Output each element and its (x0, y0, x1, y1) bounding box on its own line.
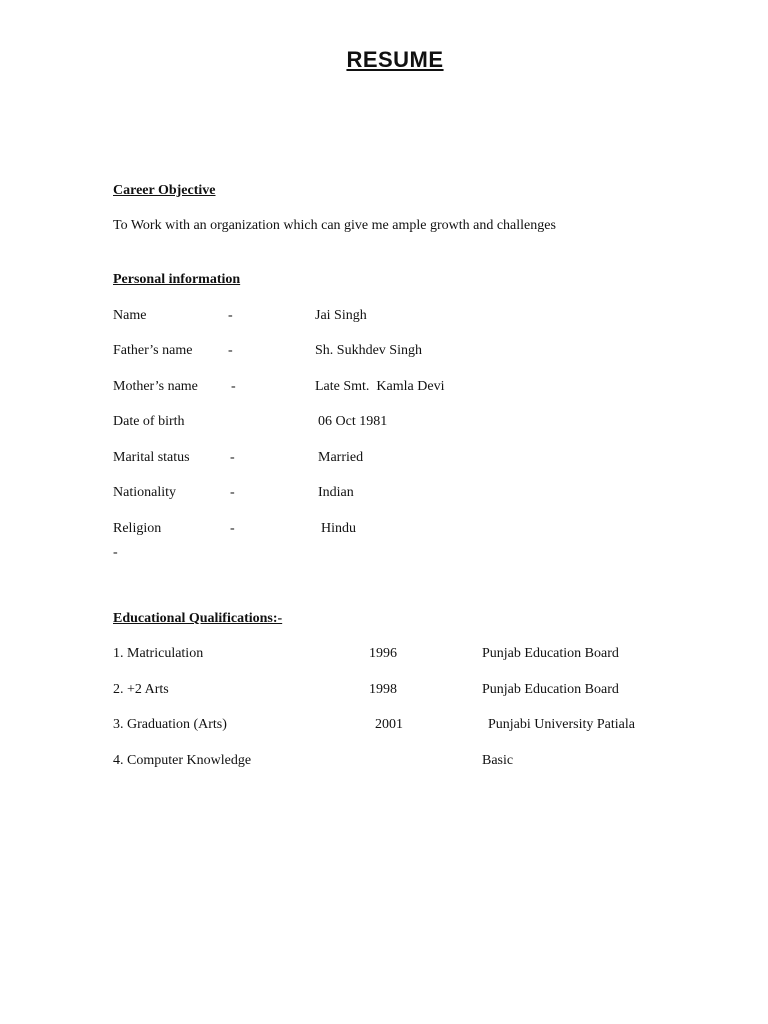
education-year: 1996 (369, 646, 397, 661)
education-item: 3. Graduation (Arts) (113, 717, 227, 732)
info-value: Hindu (321, 521, 356, 536)
info-value: Jai Singh (315, 308, 367, 323)
info-value: Indian (318, 485, 354, 500)
info-label: Name (113, 308, 147, 323)
info-value: 06 Oct 1981 (318, 414, 388, 429)
education-year: 2001 (375, 717, 403, 732)
education-item: 1. Matriculation (113, 646, 204, 661)
info-label: Father’s name (113, 343, 193, 358)
education-board: Punjab Education Board (482, 682, 619, 697)
info-value: Sh. Sukhdev Singh (315, 343, 422, 358)
resume-title: RESUME (346, 47, 444, 72)
info-label: Mother’s name (113, 379, 198, 394)
education-row-plus-two-arts (0, 681, 768, 699)
info-separator: - (230, 450, 235, 465)
info-separator: - (230, 521, 235, 536)
info-label: Nationality (113, 485, 176, 500)
trailing-dash: - (113, 545, 118, 560)
info-value: Married (318, 450, 364, 465)
personal-information-heading: Personal information (113, 272, 241, 287)
education-year: 1998 (369, 682, 397, 697)
education-board: Basic (482, 753, 514, 768)
education-board: Punjabi University Patiala (488, 717, 635, 732)
personal-info-row-name (0, 307, 768, 325)
education-item: 2. +2 Arts (113, 682, 169, 697)
education-item: 4. Computer Knowledge (113, 753, 252, 768)
info-label: Date of birth (113, 414, 185, 429)
education-row-computer-knowledge (0, 752, 768, 770)
personal-info-row-mothers-name (0, 378, 768, 396)
info-label: Religion (113, 521, 162, 536)
education-row-graduation (0, 716, 768, 734)
info-label: Marital status (113, 450, 190, 465)
info-separator: - (228, 343, 233, 358)
personal-info-row-nationality (0, 484, 768, 502)
personal-info-row-date-of-birth (0, 413, 768, 431)
career-objective-text: To Work with an organization which can give me ample growth and challenges (113, 218, 556, 233)
info-value: Late Smt. Kamla Devi (315, 379, 445, 394)
info-separator: - (228, 308, 233, 323)
info-separator: - (231, 379, 236, 394)
personal-info-row-marital-status (0, 449, 768, 467)
info-separator: - (230, 485, 235, 500)
personal-info-row-fathers-name (0, 342, 768, 360)
career-objective-heading: Career Objective (113, 183, 216, 198)
education-board: Punjab Education Board (482, 646, 619, 661)
educational-qualifications-heading: Educational Qualifications:- (113, 611, 283, 626)
education-row-matriculation (0, 645, 768, 663)
personal-info-row-religion (0, 520, 768, 538)
